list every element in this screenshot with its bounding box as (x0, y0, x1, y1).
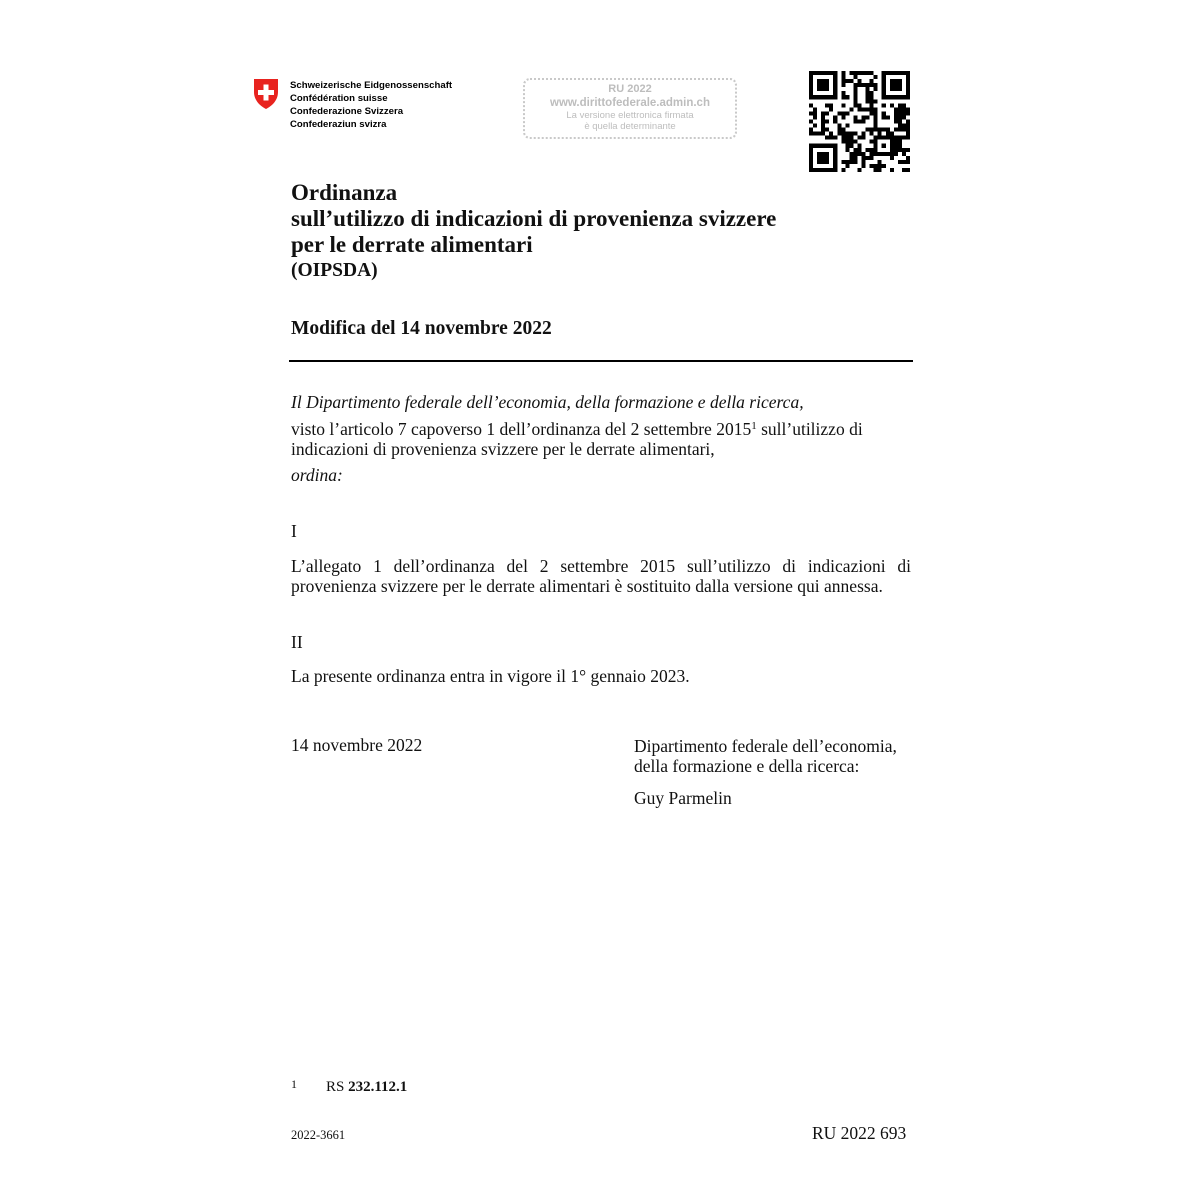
title-divider (289, 360, 913, 362)
section-text-2: La presente ordinanza entra in vigore il 1° gennaio 2023. (291, 666, 690, 686)
legal-basis (291, 419, 901, 459)
title-line-3: per le derrate alimentari (291, 232, 533, 257)
footnote-prefix: RS (326, 1079, 345, 1095)
signing-authority-line-1: Dipartimento federale dell’economia, (634, 736, 897, 756)
stamp-collection: RU 2022 (608, 83, 652, 95)
confederation-line-fr: Confédération suisse (290, 93, 388, 104)
signer-name: Guy Parmelin (634, 788, 732, 808)
signing-authority-line-2: della formazione e della ricerca: (634, 756, 860, 776)
title-line-2: sull’utilizzo di indicazioni di provenienza svizzere (291, 206, 777, 231)
official-publication-stamp (523, 78, 737, 139)
legal-basis-text-cont: sull’utilizzo di indicazioni di provenienza svizzere per le derrate alimentari, (291, 419, 863, 459)
signing-authority (634, 736, 897, 776)
section-text-1: L’allegato 1 dell’ordinanza del 2 settembre 2015 sull’utilizzo di indicazioni di provenienza svizzere per le derrate alimentari è sostituito dalla versione qui annessa. (291, 556, 911, 596)
confederation-line-it: Confederazione Svizzera (290, 106, 404, 117)
document-number: 2022-3661 (291, 1128, 346, 1142)
ordains-clause: ordina: (291, 465, 343, 485)
title-line-1: Ordinanza (291, 180, 398, 205)
legal-basis-text: visto l’articolo 7 capoverso 1 dell’ordinanza del 2 settembre 2015 (291, 419, 752, 439)
stamp-note-2: è quella determinante (584, 121, 676, 132)
footnote-number: 1 (291, 1077, 297, 1091)
title-abbreviation: (OIPSDA) (291, 260, 378, 281)
qr-code-icon (809, 71, 910, 172)
confederation-names (290, 79, 452, 131)
stamp-website: www.dirittofederale.admin.ch (550, 97, 710, 109)
stamp-note-1: La versione elettronica firmata (566, 110, 694, 121)
confederation-line-rm: Confederaziun svizra (290, 119, 387, 130)
confederation-line-de: Schweizerische Eidgenossenschaft (290, 80, 453, 91)
official-collection-page: RU 2022 693 (812, 1123, 907, 1143)
footnote-reference: 1 (751, 420, 757, 432)
swiss-cross-shield-icon (252, 78, 280, 110)
section-number-2: II (291, 632, 303, 652)
enacting-authority: Il Dipartimento federale dell’economia, della formazione e della ricerca, (291, 392, 804, 412)
modification-date-heading: Modifica del 14 novembre 2022 (291, 318, 552, 339)
section-number-1: I (291, 521, 297, 541)
document-title (291, 180, 776, 258)
footnote-sr-reference: 232.112.1 (348, 1079, 408, 1095)
signature-date: 14 novembre 2022 (291, 735, 423, 755)
footnote-text (326, 1079, 407, 1096)
